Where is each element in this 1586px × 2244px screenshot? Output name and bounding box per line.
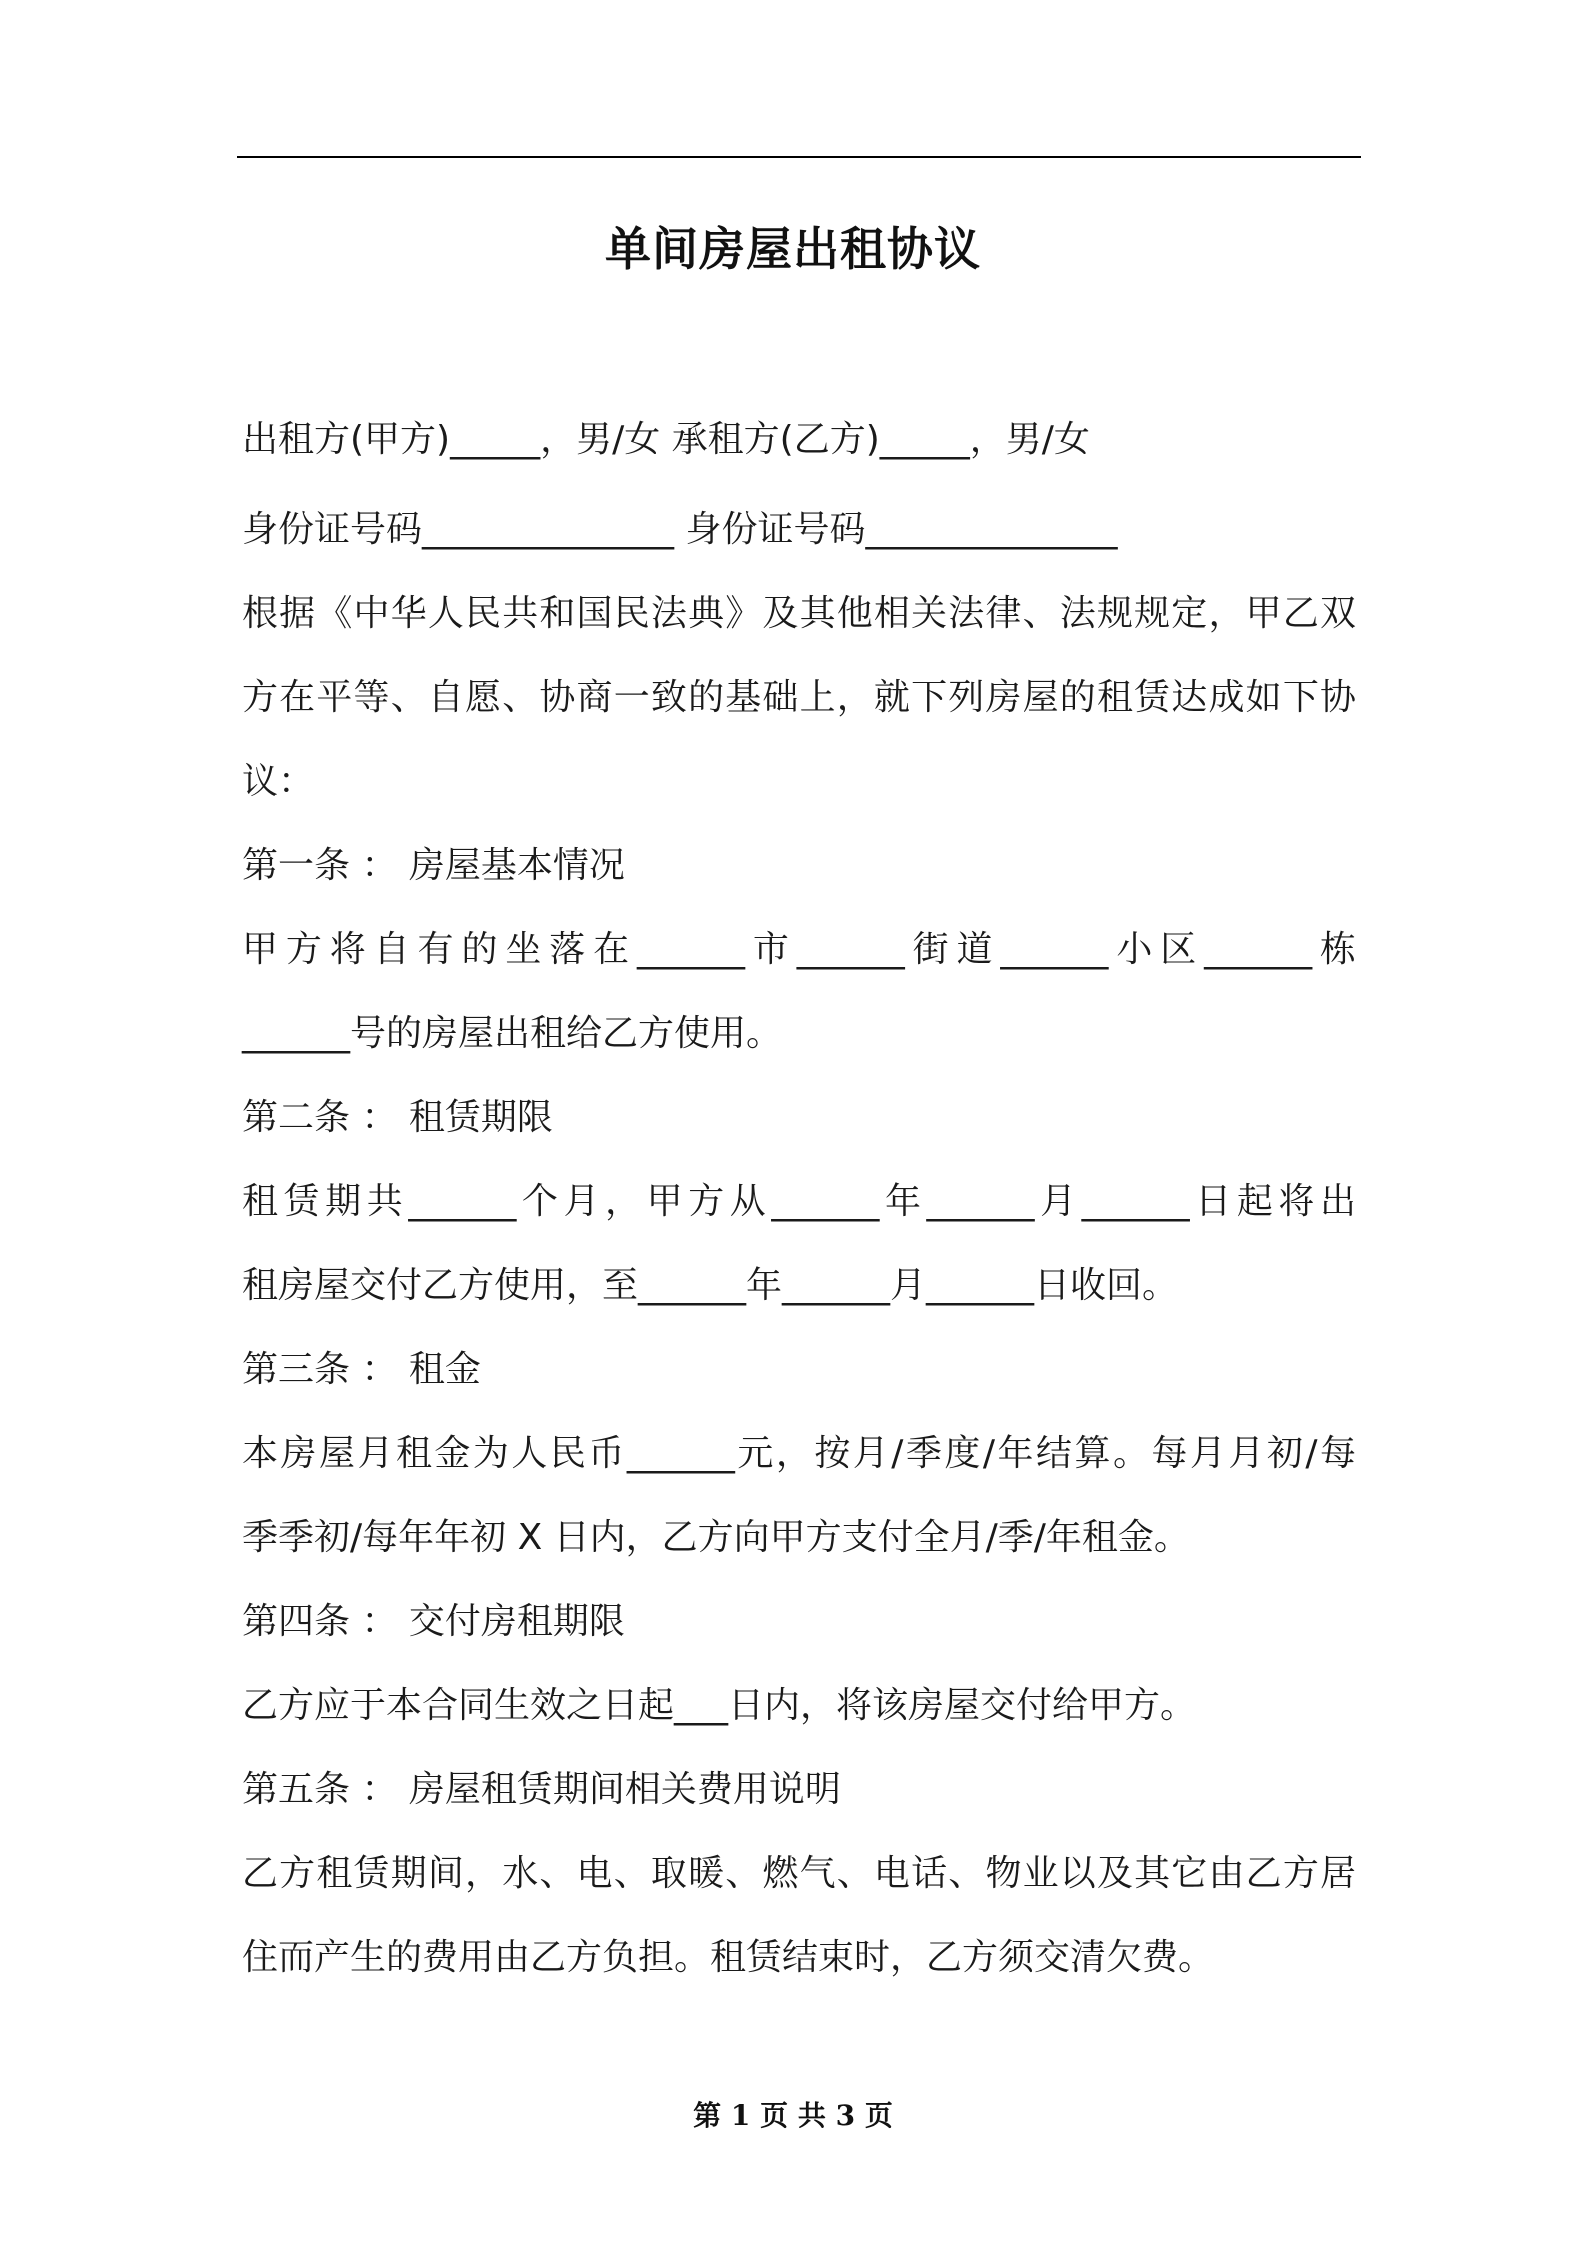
header-rule	[237, 156, 1361, 158]
article-5-text-line-1: 乙方租赁期间，水、电、取暖、燃气、电话、物业以及其它由乙方居	[242, 1853, 1356, 1894]
document-body	[242, 398, 1356, 2000]
preamble-line-3: 议：	[242, 761, 315, 802]
article-3-text-line-1: 本房屋月租金为人民币______元，按月/季度/年结算。每月月初/每	[242, 1433, 1356, 1474]
article-2-heading: 第二条 ： 租赁期限	[242, 1097, 553, 1138]
article-1-heading: 第一条 ： 房屋基本情况	[242, 845, 625, 886]
preamble-line-1: 根据《中华人民共和国民法典》及其他相关法律、法规规定，甲乙双	[242, 593, 1356, 634]
id-number-line: 身份证号码______________ 身份证号码______________	[242, 509, 1118, 550]
article-5-heading: 第五条 ： 房屋租赁期间相关费用说明	[242, 1769, 841, 1810]
article-4-heading: 第四条 ： 交付房租期限	[242, 1601, 625, 1642]
article-4-text-line-1: 乙方应于本合同生效之日起___日内，将该房屋交付给甲方。	[242, 1685, 1197, 1726]
party-line: 出租方(甲方)_____，男/女 承租方(乙方)_____，男/女	[242, 419, 1090, 460]
document-title: 单间房屋出租协议	[605, 222, 981, 276]
article-3-heading: 第三条 ： 租金	[242, 1349, 481, 1390]
article-5-text-line-2: 住而产生的费用由乙方负担。租赁结束时，乙方须交清欠费。	[242, 1937, 1215, 1978]
article-2-text-line-2: 租房屋交付乙方使用，至______年______月______日收回。	[242, 1265, 1179, 1306]
article-1-text-line-2: ______号的房屋出租给乙方使用。	[242, 1013, 783, 1054]
article-3-text-line-2: 季季初/每年年初 X 日内，乙方向甲方支付全月/季/年租金。	[242, 1517, 1190, 1558]
page-number: 第 1 页 共 3 页	[693, 2099, 893, 2132]
article-2-text-line-1: 租赁期共______个月，甲方从______年______月______日起将出	[242, 1181, 1356, 1222]
article-1-text-line-1: 甲方将自有的坐落在______市______街道______小区______栋	[242, 929, 1356, 970]
preamble-line-2: 方在平等、自愿、协商一致的基础上，就下列房屋的租赁达成如下协	[242, 677, 1356, 718]
